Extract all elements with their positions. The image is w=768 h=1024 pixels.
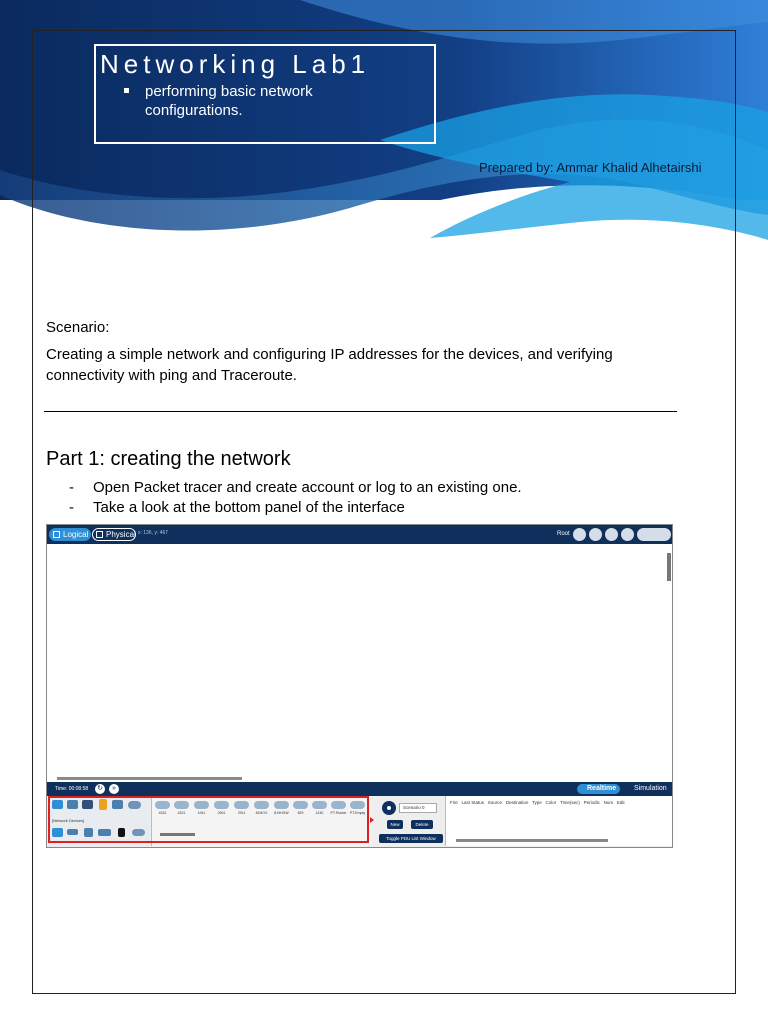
column-header: Source (487, 800, 503, 805)
author-line: Prepared by: Ammar Khalid Alhetairshi (479, 160, 702, 175)
time-display: Time: 00:08:58 (55, 786, 89, 792)
column-header: Edit (616, 800, 625, 805)
device-label: 819HGW (274, 811, 289, 815)
page-title: Networking Lab1 (100, 49, 371, 79)
bullet-icon (124, 88, 129, 93)
root-label: Root (557, 531, 570, 537)
event-list-headers (450, 800, 625, 805)
workspace-canvas[interactable] (47, 544, 672, 780)
device-label: 1941 (197, 811, 206, 815)
physical-icon (96, 531, 103, 538)
tab-logical-label: Logical (63, 530, 89, 539)
device-label: 829 (297, 811, 304, 815)
scenario-label: Scenario: (46, 319, 110, 336)
horizontal-scrollbar[interactable] (57, 777, 242, 780)
category-label: [Network Devices] (52, 818, 85, 823)
tab-physical[interactable] (92, 528, 136, 541)
device-label: 2911 (237, 811, 246, 815)
vertical-scrollbar[interactable] (667, 553, 671, 581)
device-label: 4321 (177, 811, 186, 815)
pdu-event-list (445, 796, 673, 846)
column-header: Type (532, 800, 542, 805)
scenario-select[interactable]: Scenario 0 (399, 803, 437, 813)
column-header: Destination (505, 800, 529, 805)
device-label: 1240 (315, 811, 324, 815)
new-scenario-button[interactable]: New (387, 820, 403, 829)
viewport-icon[interactable] (637, 528, 671, 541)
device-label: PT-Router (330, 811, 347, 815)
simulation-toggle[interactable]: Simulation (634, 785, 667, 792)
tab-physical-label: Physical (106, 530, 136, 539)
column-header: Periodic (583, 800, 600, 805)
background-icon[interactable] (621, 528, 634, 541)
reset-icon[interactable]: ↻ (95, 784, 105, 794)
highlight-arrow (370, 817, 374, 823)
cursor-coordinates: x: 136, y: 467 (138, 530, 169, 536)
move-icon[interactable] (605, 528, 618, 541)
column-header: Time(sec) (559, 800, 580, 805)
cluster-icon[interactable] (589, 528, 602, 541)
scenario-icon (382, 801, 396, 815)
time-bar (47, 782, 672, 796)
column-header: Last Status (461, 800, 485, 805)
section-heading: Part 1: creating the network (46, 448, 291, 470)
fast-forward-icon[interactable]: » (109, 784, 119, 794)
device-label: PT-Empty (349, 811, 366, 815)
back-icon[interactable] (573, 528, 586, 541)
dash-bullet: - (69, 479, 74, 496)
toggle-pdu-list-button[interactable]: Toggle PDU List Window (379, 834, 443, 843)
subtitle-text: performing basic network configurations. (145, 83, 313, 119)
column-header: Fire (450, 800, 458, 805)
list-item-text: Take a look at the bottom panel of the interface (93, 499, 405, 516)
highlight-box (48, 796, 369, 843)
dash-bullet: - (69, 499, 74, 516)
workspace-top-bar (47, 525, 672, 544)
logical-icon (53, 531, 60, 538)
realtime-toggle[interactable]: Realtime (577, 784, 620, 794)
device-label: 2901 (217, 811, 226, 815)
horizontal-rule (44, 411, 677, 412)
column-header: Num (603, 800, 614, 805)
event-list-scrollbar[interactable] (456, 839, 608, 842)
column-header: Color (545, 800, 557, 805)
device-label: 819IOX (255, 811, 268, 815)
delete-scenario-button[interactable]: Delete (411, 820, 433, 829)
packet-tracer-screenshot (46, 524, 673, 848)
scenario-panel (377, 796, 445, 846)
tab-logical[interactable] (49, 528, 91, 541)
device-label: 4331 (158, 811, 167, 815)
scenario-text: Creating a simple network and configuring IP addresses for the devices, and verifying connectivity with ping and Traceroute. (46, 346, 613, 384)
list-item-text: Open Packet tracer and create account or log to an existing one. (93, 479, 522, 496)
